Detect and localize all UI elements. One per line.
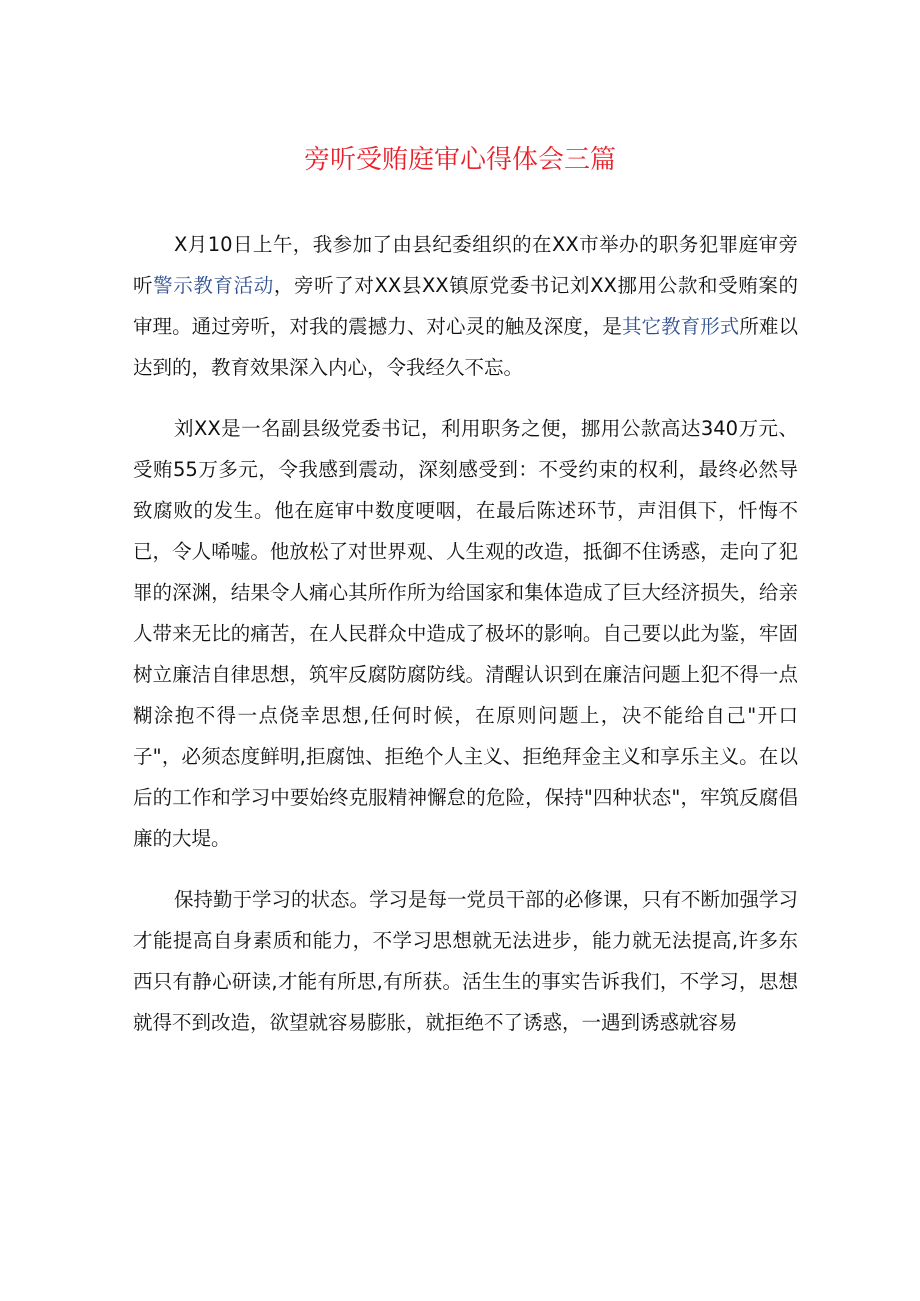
link-other-education-forms[interactable]: 其它教育形式 [621,315,740,338]
paragraph-1-text-b: ，旁听了对XX县XX镇原党委书记刘XX挪用公款和受贿案的审理。通过旁听，对我的震撼力、对心灵的触及深度，是 [133,274,798,338]
document-title: 旁听受贿庭审心得体会三篇 [303,145,616,175]
paragraph-1 [133,224,798,388]
paragraph-1-text-c: 所难以达到的，教育效果深入内心，令我经久不忘。 [133,315,798,379]
link-warning-education[interactable]: 警示教育活动 [153,274,274,297]
document-body [133,224,798,1063]
paragraph-1-text-a: X月10日上午，我参加了由县纪委组织的在XX市举办的职务犯罪庭审旁听 [133,233,798,297]
paragraph-2: 刘XX是一名副县级党委书记，利用职务之便，挪用公款高达340万元、受贿55万多元，令我感到震动，深刻感受到：不受约束的权利，最终必然导致腐败的发生。他在庭审中数度哽咽，在最后陈述环节，声泪俱下，忏悔不已，令人唏嘘。他放松了对世界观、人生观的改造，抵御不住诱惑，走向了犯罪的深渊，结果令人痛心其所作所为给国家和集体造成了巨大经济损失，给亲人带来无比的痛苦，在人民群众中造成了极坏的影响。自己要以此为鉴，牢固树立廉洁自律思想，筑牢反腐防腐防线。清醒认识到在廉洁问题上犯不得一点糊涂抱不得一点侥幸思想,任何时候，在原则问题上，决不能给自己"开口子"，必须态度鲜明,拒腐蚀、拒绝个人主义、拒绝拜金主义和享乐主义。在以后的工作和学习中要始终克服精神懈怠的危险，保持"四种状态"，牢筑反腐倡廉的大堤。 [133,417,798,850]
paragraph-3: 保持勤于学习的状态。学习是每一党员干部的必修课，只有不断加强学习才能提高自身素质和能力，不学习思想就无法进步，能力就无法提高,许多东西只有静心研读,才能有所思,有所获。活生生的事实告诉我们，不学习，思想就得不到改造，欲望就容易膨胀，就拒绝不了诱惑，一遇到诱惑就容易 [133,888,799,1034]
